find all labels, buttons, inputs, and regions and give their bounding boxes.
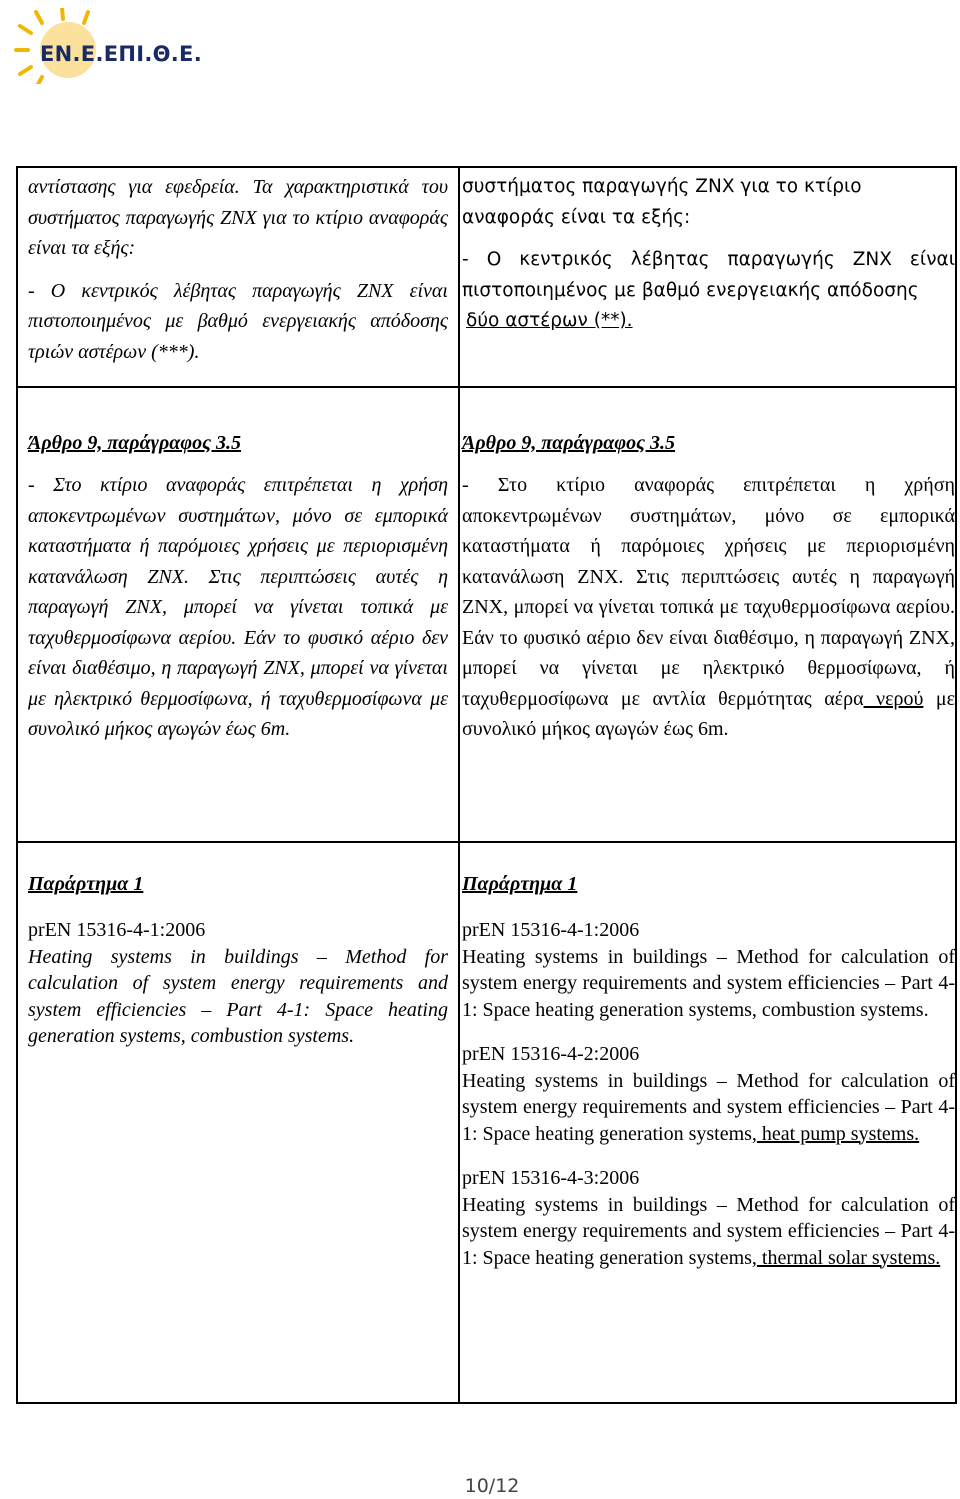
page-number: 10/12 [464,1475,520,1497]
paragraph: - Ο κεντρικός λέβητας παραγωγής ΖΝΧ είναι πιστοποιημένος με βαθμό ενεργειακής απόδοσης [462,249,955,301]
paragraph-end: με συνολικό μήκος αγωγών έως 6m. [462,687,955,740]
underlined-text: δύο αστέρων (**). [466,310,633,331]
reference-text: Heating systems in buildings – Method for calculation of system energy requirements and system efficiencies – Part 4-1: Space heating generation systems, combustion systems. [462,945,955,1021]
section-heading: Παράρτημα 1 [28,873,144,895]
table-row [17,842,956,1403]
underlined-text: heat pump systems. [756,1122,920,1145]
paragraph: συστήματος παραγωγής ΖΝΧ για το κτίριο αναφοράς είναι τα εξής: [462,176,862,228]
reference-code: prEN 15316-4-1:2006 [462,919,640,941]
underlined-text: νερού [863,687,924,710]
comparison-table [16,166,957,1404]
table-cell-left [17,842,459,1403]
table-cell-right [459,842,956,1403]
section-heading: Παράρτημα 1 [462,873,578,895]
table-cell-right [459,387,956,842]
logo-text: ΕΝ.Ε.ΕΠΙ.Θ.Ε. [40,42,202,66]
reference-code: prEN 15316-4-2:2006 [462,1043,640,1065]
table-cell-left [17,387,459,842]
paragraph: - Στο κτίριο αναφοράς επιτρέπεται η χρήση αποκεντρωμένων συστημάτων, μόνο σε εμπορικά καταστήματα ή παρόμοιες χρήσεις με περιορισμένη κατανάλωση ΖΝΧ. Στις περιπτώσεις αυτές η παραγωγή ΖΝΧ, μπορεί να γίνεται τοπικά με ταχυθερμοσίφωνα αερίου. Εάν το φυσικό αέριο δεν είναι διαθέσιμο, η παραγωγή ΖΝΧ, μπορεί να γίνεται με ηλεκτρικό θερμοσίφωνα, ή ταχυθερμοσίφωνα με συνολικό μήκος αγωγών έως 6m. [28,474,448,740]
section-heading: Άρθρο 9, παράγραφος 3.5 [462,432,675,454]
paragraph: - Στο κτίριο αναφοράς επιτρέπεται η χρήση αποκεντρωμένων συστημάτων, μόνο σε εμπορικά καταστήματα ή παρόμοιες χρήσεις με περιορισμένη κατανάλωση ΖΝΧ. Στις περιπτώσεις αυτές η παραγωγή ΖΝΧ, μπορεί να γίνεται τοπικά με ταχυθερμοσίφωνα αερίου. Εάν το φυσικό αέριο δεν είναι διαθέσιμο, η παραγωγή ΖΝΧ, μπορεί να γίνεται με ηλεκτρικό θερμοσίφωνα, ή ταχυθερμοσίφωνα με αντλία θερμότητας αέρα [462,474,955,710]
section-heading: Άρθρο 9, παράγραφος 3.5 [28,432,241,454]
paragraph: - Ο κεντρικός λέβητας παραγωγής ΖΝΧ είναι πιστοποιημένος με βαθμό ενεργειακής απόδοσης τριών αστέρων (***). [28,279,448,363]
table-row [17,167,956,387]
reference-text: Heating systems in buildings – Method for calculation of system energy requirements and system efficiencies – Part 4-1: Space heating generation systems, [462,1193,955,1269]
reference-text: Heating systems in buildings – Method for calculation of system energy requirements and system efficiencies – Part 4-1: Space heating generation systems, combustion systems. [28,945,448,1047]
paragraph: αντίστασης για εφεδρεία. Τα χαρακτηριστικά του συστήματος παραγωγής ΖΝΧ για το κτίριο αναφοράς είναι τα εξής: [28,176,448,259]
table-cell-right [459,167,956,387]
table-cell-left [17,167,459,387]
underlined-text: thermal solar systems. [756,1246,941,1269]
reference-code: prEN 15316-4-1:2006 [28,919,206,941]
table-row [17,387,956,842]
reference-text: Heating systems in buildings – Method for calculation of system energy requirements and system efficiencies – Part 4-1: Space heating generation systems, [462,1069,955,1145]
company-logo [6,8,202,84]
reference-code: prEN 15316-4-3:2006 [462,1167,640,1189]
